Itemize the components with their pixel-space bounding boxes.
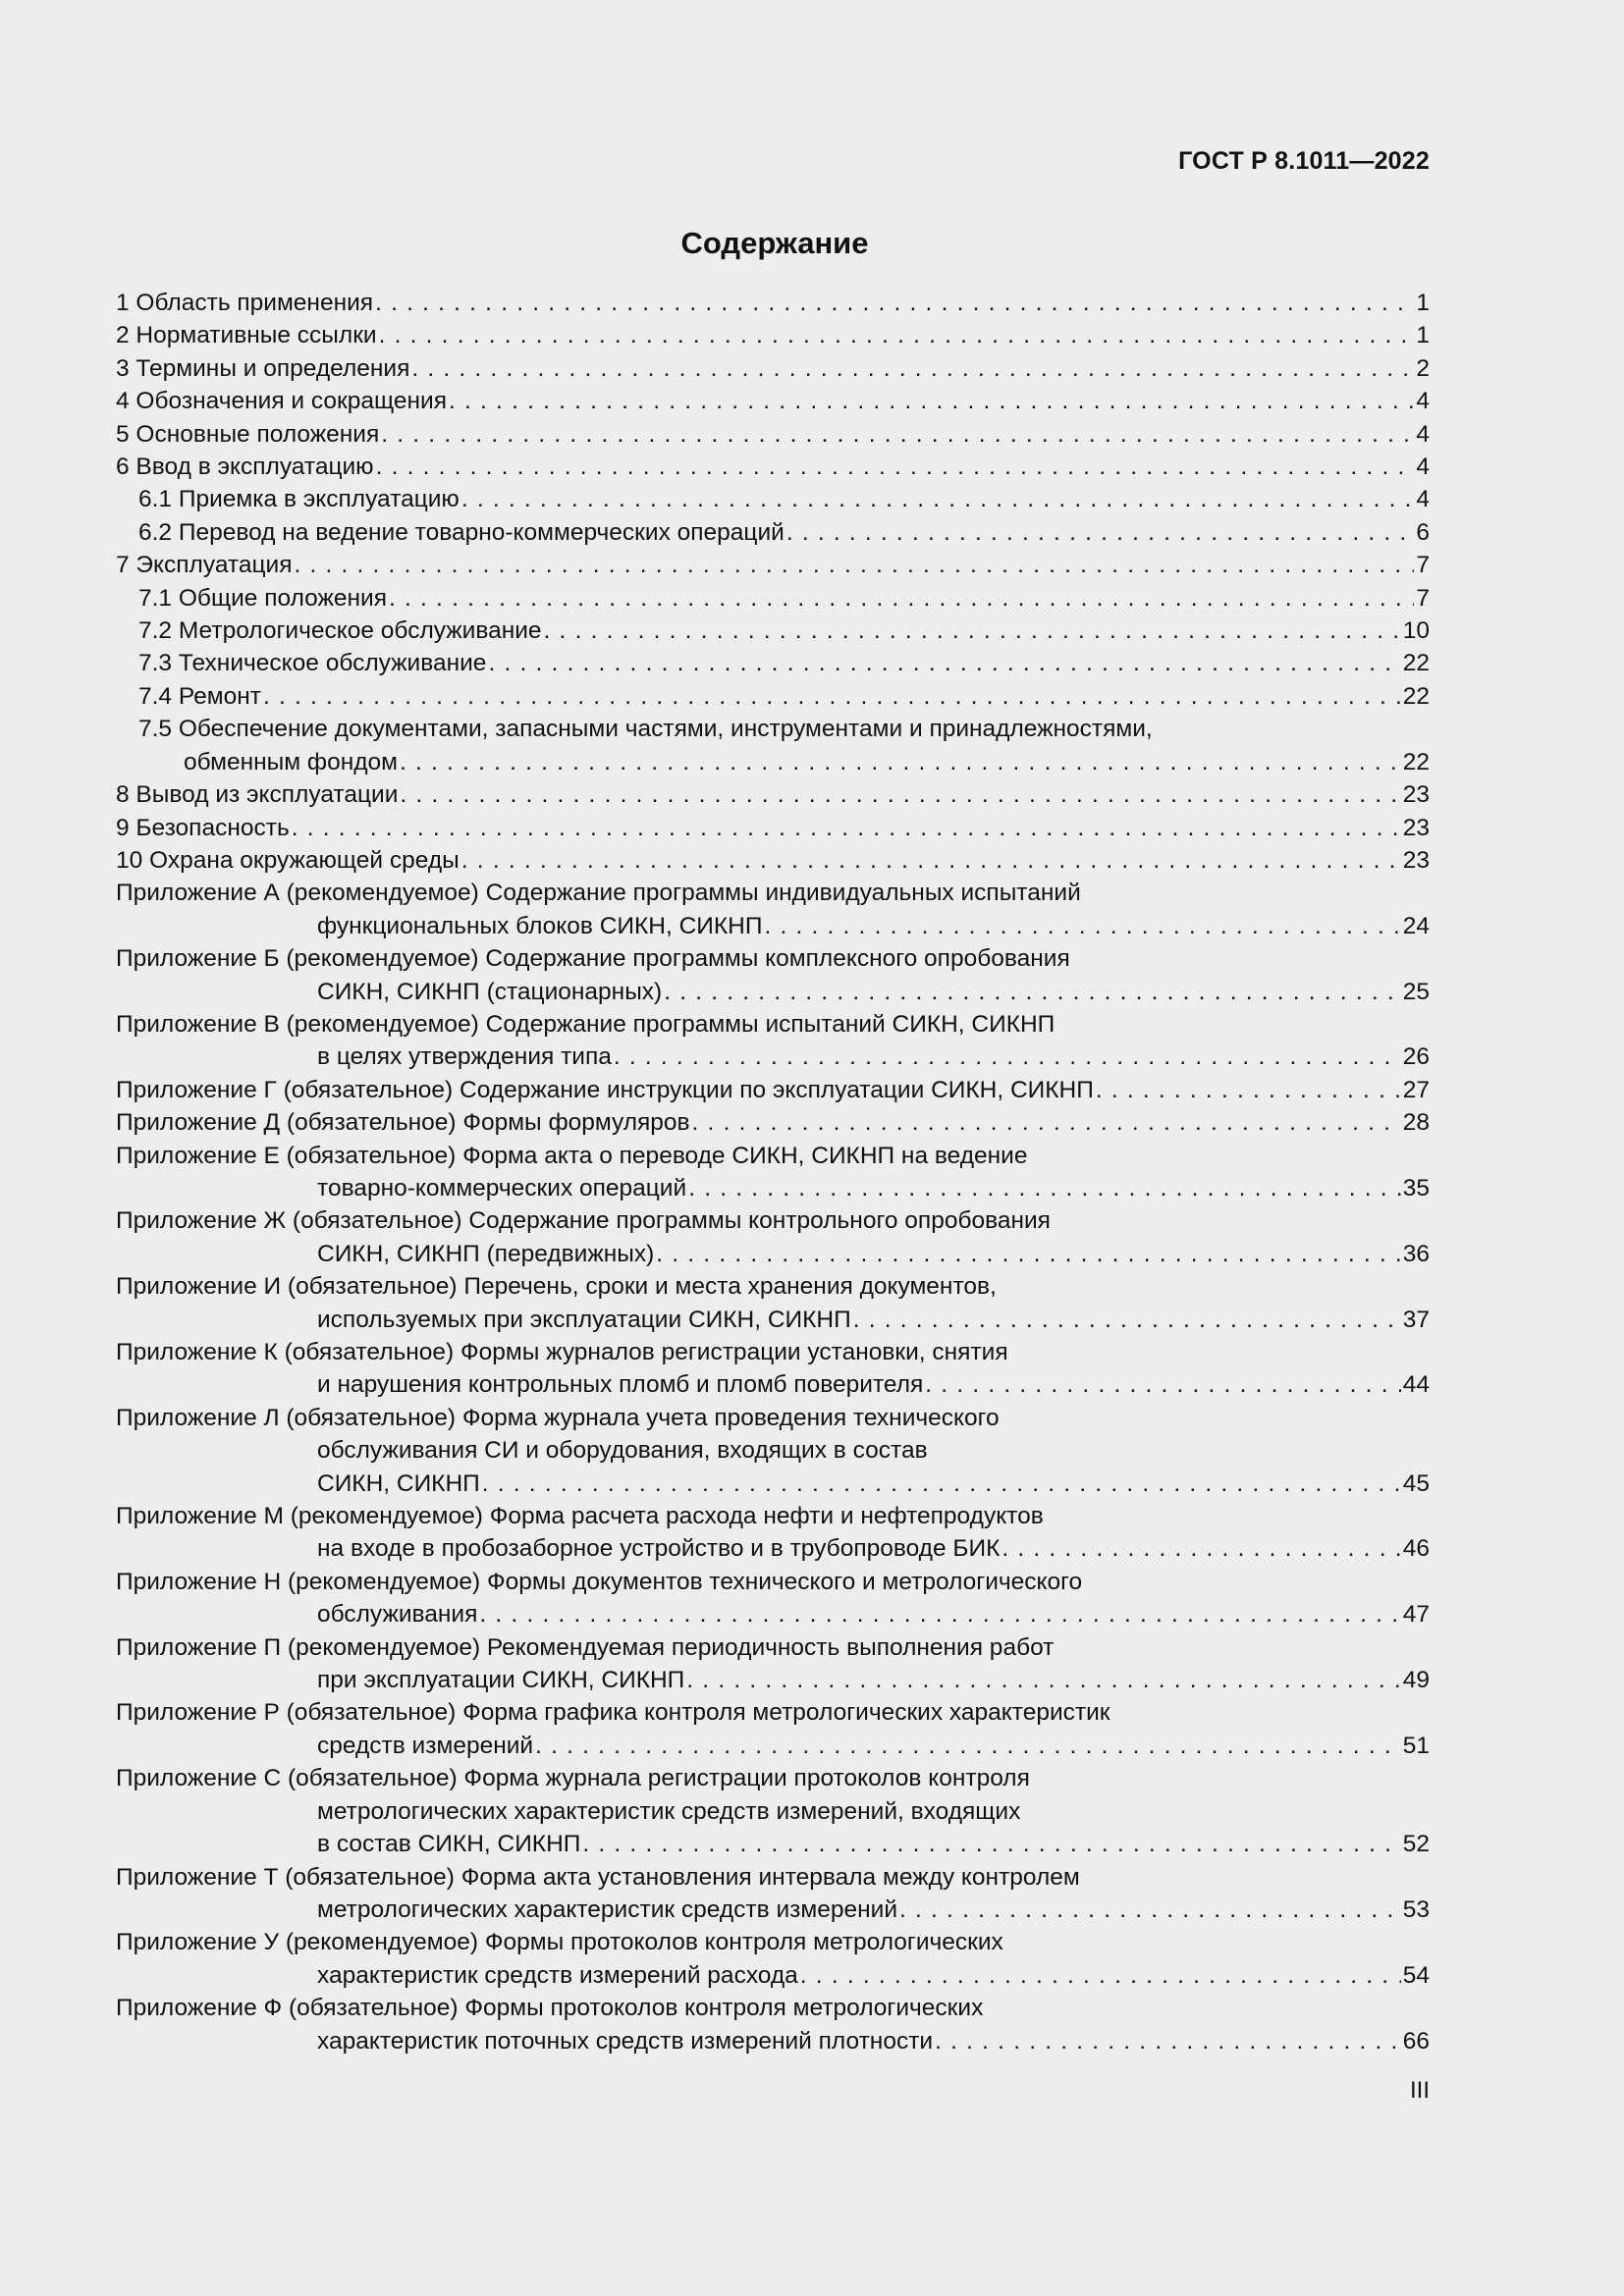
toc-entry-text: Приложение Л (обязательное) Форма журнала учета проведения технического <box>116 1404 1000 1431</box>
dot-leader <box>535 1730 1401 1758</box>
toc-entry <box>116 844 1430 877</box>
toc-entry-text: Приложение У (рекомендуемое) Формы протоколов контроля метрологических <box>116 1929 1003 1956</box>
toc-entry <box>116 1566 1430 1631</box>
toc-entry-text: 6.2 Перевод на ведение товарно-коммерческих операций <box>138 518 785 546</box>
toc-entry-text: 2 Нормативные ссылки <box>116 322 377 349</box>
toc-entry-text: на входе в пробозаборное устройство и в трубопроводе БИК <box>317 1535 1001 1563</box>
toc-entry <box>116 1008 1430 1074</box>
toc-entry-text: метрологических характеристик средств измерений <box>317 1896 898 1923</box>
toc-entry-line <box>116 319 1430 351</box>
toc-entry-line <box>116 1828 1430 1860</box>
toc-entry-text: Приложение Ж (обязательное) Содержание программы контрольного опробования <box>116 1207 1051 1235</box>
toc-entry-text: Приложение С (обязательное) Форма журнала регистрации протоколов контроля <box>116 1765 1030 1792</box>
toc-entry <box>116 812 1430 844</box>
toc-page-number: 4 <box>1416 454 1430 481</box>
toc-entry-line <box>116 1631 1430 1664</box>
dot-leader <box>400 778 1400 807</box>
toc-page-number: 54 <box>1402 1961 1430 1989</box>
toc-entry-line <box>116 2025 1430 2057</box>
toc-entry-text: Приложение Б (рекомендуемое) Содержание программы комплексного опробования <box>116 945 1070 973</box>
toc-entry-line <box>116 1008 1430 1041</box>
toc-entry <box>116 1696 1430 1762</box>
toc-page-number: 52 <box>1402 1831 1430 1858</box>
toc-entry <box>116 1074 1430 1106</box>
dot-leader <box>488 647 1400 675</box>
toc-entry-line <box>116 1041 1430 1073</box>
dot-leader <box>1096 1074 1401 1102</box>
dot-leader <box>294 549 1414 577</box>
dot-leader <box>544 614 1401 643</box>
toc-entry-line <box>116 385 1430 417</box>
toc-entry-line <box>116 942 1430 975</box>
toc-page-number: 23 <box>1402 814 1430 841</box>
toc-entry-text: при эксплуатации СИКН, СИКНП <box>317 1667 685 1694</box>
toc-page-number: 22 <box>1402 682 1430 710</box>
toc-entry-line <box>116 812 1430 844</box>
toc-entry-line <box>116 1238 1430 1270</box>
toc-page-number: 7 <box>1416 552 1430 579</box>
toc-entry-text: Приложение Н (рекомендуемое) Формы документов технического и метрологического <box>116 1568 1083 1595</box>
toc-entry-text: 4 Обозначения и сокращения <box>116 388 448 415</box>
toc-page-number: 23 <box>1402 846 1430 874</box>
toc-entry-line <box>116 1730 1430 1762</box>
toc-entry-line <box>116 1532 1430 1565</box>
toc-page-number: 22 <box>1402 748 1430 775</box>
toc-entry-line <box>116 1664 1430 1696</box>
toc-entry <box>116 1270 1430 1336</box>
toc-entry-text: 7.4 Ремонт <box>138 682 261 710</box>
toc-entry <box>116 1140 1430 1205</box>
toc-entry-text: 1 Область применения <box>116 290 374 316</box>
toc-entry <box>116 1106 1430 1139</box>
toc-entry <box>116 778 1430 811</box>
toc-entry-text: 10 Охрана окружающей среды <box>116 846 460 874</box>
toc-entry-text: 7.5 Обеспечение документами, запасными частями, инструментами и принадлежностями, <box>138 716 1153 743</box>
dot-leader <box>582 1828 1400 1856</box>
toc-entry-line <box>116 976 1430 1008</box>
toc-entry-text: 7.2 Метрологическое обслуживание <box>138 617 542 645</box>
toc-entry-line <box>116 1172 1430 1204</box>
toc-entry-line <box>116 1402 1430 1434</box>
toc-entry-line <box>116 1468 1430 1500</box>
dot-leader <box>686 1664 1400 1692</box>
toc-entry-text: обслуживания СИ и оборудования, входящих в состав <box>317 1437 928 1465</box>
toc-entry <box>116 1992 1430 2057</box>
toc-entry-line <box>138 614 1430 647</box>
toc-page-number: 46 <box>1402 1535 1430 1563</box>
toc-entry-line <box>116 1336 1430 1368</box>
toc-entry-text: 8 Вывод из эксплуатации <box>116 781 399 809</box>
toc-page-number: 24 <box>1402 912 1430 939</box>
toc-entry <box>116 1861 1430 1927</box>
toc-entry-line <box>116 1926 1430 1958</box>
toc-entry <box>116 352 1430 385</box>
dot-leader <box>411 352 1414 381</box>
dot-leader <box>379 319 1415 347</box>
toc-page-number: 26 <box>1402 1043 1430 1071</box>
toc-entry <box>116 287 1430 319</box>
toc-entry-line <box>116 778 1430 811</box>
toc-page-number: 25 <box>1402 978 1430 1005</box>
dot-leader <box>935 2025 1401 2054</box>
toc-entry-text: Приложение Е (обязательное) Форма акта о переводе СИКН, СИКНП на ведение <box>116 1142 1028 1169</box>
toc-entry-line <box>138 483 1430 515</box>
toc-entry-line <box>116 1696 1430 1729</box>
toc-entry <box>116 1762 1430 1860</box>
toc-entry-text: СИКН, СИКНП (передвижных) <box>317 1240 655 1267</box>
toc-entry-text: СИКН, СИКНП <box>317 1469 480 1497</box>
toc-entry-line <box>116 1204 1430 1237</box>
dot-leader <box>461 483 1415 511</box>
toc-entry <box>116 614 1430 647</box>
toc-entry-text: в целях утверждения типа <box>317 1043 612 1071</box>
toc-page-number: 6 <box>1416 518 1430 546</box>
toc-entry <box>116 942 1430 1008</box>
dot-leader <box>664 976 1401 1004</box>
toc-entry-line <box>116 1140 1430 1172</box>
toc-entry-line <box>116 1894 1430 1926</box>
page-number: III <box>1409 2077 1430 2104</box>
toc-page-number: 35 <box>1402 1174 1430 1201</box>
dot-leader <box>449 385 1414 413</box>
toc-entry-text: товарно-коммерческих операций <box>317 1174 687 1201</box>
document-code: ГОСТ Р 8.1011—2022 <box>1178 147 1430 175</box>
toc-entry-line <box>138 647 1430 679</box>
toc-entry <box>116 1402 1430 1500</box>
toc-entry-line <box>116 549 1430 581</box>
toc-entry-line <box>116 1795 1430 1828</box>
toc-entry-text: обменным фондом <box>184 748 398 775</box>
toc-entry-text: Приложение П (рекомендуемое) Рекомендуемая периодичность выполнения работ <box>116 1633 1055 1661</box>
toc-entry-text: функциональных блоков СИКН, СИКНП <box>317 912 763 939</box>
toc-entry-text: Приложение М (рекомендуемое) Форма расчета расхода нефти и нефтепродуктов <box>116 1503 1044 1530</box>
toc-title: Содержание <box>680 226 869 260</box>
toc-entry-text: Приложение Р (обязательное) Форма графика контроля метрологических характеристик <box>116 1699 1110 1727</box>
dot-leader <box>263 680 1401 709</box>
toc-page-number: 1 <box>1416 322 1430 349</box>
toc-entry-line <box>116 1762 1430 1794</box>
toc-entry-line <box>116 1959 1430 1992</box>
toc-entry-line <box>116 1500 1430 1532</box>
toc-entry <box>116 451 1430 483</box>
dot-leader <box>479 1598 1400 1627</box>
toc-entry-text: в состав СИКН, СИКНП <box>317 1831 581 1858</box>
toc-entry <box>116 418 1430 451</box>
table-of-contents <box>116 287 1430 2057</box>
toc-entry <box>116 1500 1430 1566</box>
toc-entry <box>116 713 1430 778</box>
dot-leader <box>786 516 1415 545</box>
toc-entry-text: характеристик средств измерений расхода <box>317 1961 798 1989</box>
toc-entry-text: 5 Основные положения <box>116 420 380 448</box>
toc-entry-text: характеристик поточных средств измерений плотности <box>317 2027 934 2055</box>
toc-entry <box>116 680 1430 713</box>
toc-page-number: 1 <box>1416 290 1430 316</box>
toc-entry-text: Приложение Т (обязательное) Форма акта установления интервала между контролем <box>116 1863 1080 1891</box>
toc-page-number: 7 <box>1416 584 1430 612</box>
toc-entry-line <box>116 1368 1430 1401</box>
toc-entry <box>116 647 1430 679</box>
dot-leader <box>656 1238 1400 1266</box>
toc-entry-line <box>116 352 1430 385</box>
toc-page-number: 36 <box>1402 1240 1430 1267</box>
dot-leader <box>389 582 1414 611</box>
toc-entry <box>116 1204 1430 1270</box>
toc-entry-text: 3 Термины и определения <box>116 354 410 382</box>
dot-leader <box>375 287 1414 315</box>
dot-leader <box>381 418 1414 447</box>
toc-page-number: 4 <box>1416 420 1430 448</box>
toc-page-number: 66 <box>1402 2027 1430 2055</box>
toc-entry-line <box>116 1598 1430 1630</box>
toc-page-number: 10 <box>1402 617 1430 645</box>
toc-entry-line <box>116 418 1430 451</box>
toc-entry-text: Приложение К (обязательное) Формы журналов регистрации установки, снятия <box>116 1339 1008 1365</box>
toc-page-number: 4 <box>1416 486 1430 513</box>
toc-entry-line <box>116 451 1430 483</box>
toc-entry-text: Приложение И (обязательное) Перечень, сроки и места хранения документов, <box>116 1273 997 1301</box>
dot-leader <box>482 1468 1401 1496</box>
toc-entry-line <box>116 1270 1430 1303</box>
dot-leader <box>292 812 1401 840</box>
toc-entry-line <box>138 680 1430 713</box>
toc-entry-text: 7.3 Техническое обслуживание <box>138 650 487 677</box>
toc-entry-line <box>116 1992 1430 2024</box>
toc-entry-text: Приложение А (рекомендуемое) Содержание программы индивидуальных испытаний <box>116 880 1081 907</box>
toc-entry-text: Приложение Д (обязательное) Формы формуляров <box>116 1109 690 1137</box>
toc-entry <box>116 385 1430 417</box>
toc-entry <box>116 1926 1430 1992</box>
toc-entry <box>116 582 1430 614</box>
dot-leader <box>800 1959 1401 1988</box>
dot-leader <box>688 1172 1401 1201</box>
toc-entry <box>116 319 1430 351</box>
toc-entry-line <box>116 1566 1430 1598</box>
toc-entry-text: метрологических характеристик средств измерений, входящих <box>317 1797 1021 1825</box>
toc-entry-line <box>138 516 1430 549</box>
dot-leader <box>400 746 1401 774</box>
toc-entry-text: 7 Эксплуатация <box>116 552 293 579</box>
dot-leader <box>899 1894 1401 1922</box>
toc-entry <box>116 483 1430 515</box>
toc-entry-text: Приложение Ф (обязательное) Формы протоколов контроля метрологических <box>116 1995 984 2022</box>
toc-entry-line <box>116 1861 1430 1894</box>
toc-entry <box>116 516 1430 549</box>
toc-page-number: 4 <box>1416 388 1430 415</box>
toc-entry-text: 7.1 Общие положения <box>138 584 388 612</box>
toc-entry-text: 6.1 Приемка в эксплуатацию <box>138 486 460 513</box>
dot-leader <box>376 451 1415 479</box>
toc-entry-line <box>116 1106 1430 1139</box>
toc-entry-line <box>116 877 1430 909</box>
toc-page-number: 37 <box>1402 1306 1430 1333</box>
toc-entry-line <box>116 1074 1430 1106</box>
toc-entry-line <box>138 713 1430 745</box>
toc-entry <box>116 1336 1430 1402</box>
toc-entry-line <box>138 746 1430 778</box>
toc-entry-text: обслуживания <box>317 1601 478 1629</box>
toc-page-number: 44 <box>1402 1371 1430 1399</box>
toc-entry-line <box>116 287 1430 319</box>
toc-page-number: 23 <box>1402 781 1430 809</box>
toc-entry-text: 6 Ввод в эксплуатацию <box>116 454 374 481</box>
toc-entry-line <box>138 582 1430 614</box>
toc-entry <box>116 1631 1430 1697</box>
dot-leader <box>764 910 1400 938</box>
dot-leader <box>853 1304 1401 1332</box>
toc-entry-text: 9 Безопасность <box>116 814 290 841</box>
toc-entry-line <box>116 1304 1430 1336</box>
toc-page-number: 47 <box>1402 1601 1430 1629</box>
dot-leader <box>461 844 1401 873</box>
toc-entry-line <box>116 1434 1430 1467</box>
dot-leader <box>692 1106 1401 1135</box>
toc-entry-text: используемых при эксплуатации СИКН, СИКНП <box>317 1306 851 1333</box>
dot-leader <box>614 1041 1401 1069</box>
toc-page-number: 2 <box>1416 354 1430 382</box>
toc-entry-text: Приложение Г (обязательное) Содержание инструкции по эксплуатации СИКН, СИКНП <box>116 1076 1094 1103</box>
toc-page-number: 53 <box>1402 1896 1430 1923</box>
toc-entry <box>116 549 1430 581</box>
toc-entry-line <box>116 844 1430 877</box>
dot-leader <box>1001 1532 1400 1561</box>
toc-page-number: 51 <box>1402 1732 1430 1759</box>
toc-entry-text: Приложение В (рекомендуемое) Содержание программы испытаний СИКН, СИКНП <box>116 1010 1056 1038</box>
toc-page-number: 45 <box>1402 1469 1430 1497</box>
toc-entry-text: средств измерений <box>317 1732 534 1759</box>
toc-page-number: 49 <box>1402 1667 1430 1694</box>
toc-entry-text: СИКН, СИКНП (стационарных) <box>317 978 663 1005</box>
toc-entry-text: и нарушения контрольных пломб и пломб поверителя <box>317 1371 924 1399</box>
toc-page-number: 27 <box>1402 1076 1430 1103</box>
dot-leader <box>925 1368 1400 1397</box>
toc-page-number: 28 <box>1402 1109 1430 1137</box>
toc-entry <box>116 877 1430 942</box>
toc-page-number: 22 <box>1402 650 1430 677</box>
toc-entry-line <box>116 910 1430 942</box>
